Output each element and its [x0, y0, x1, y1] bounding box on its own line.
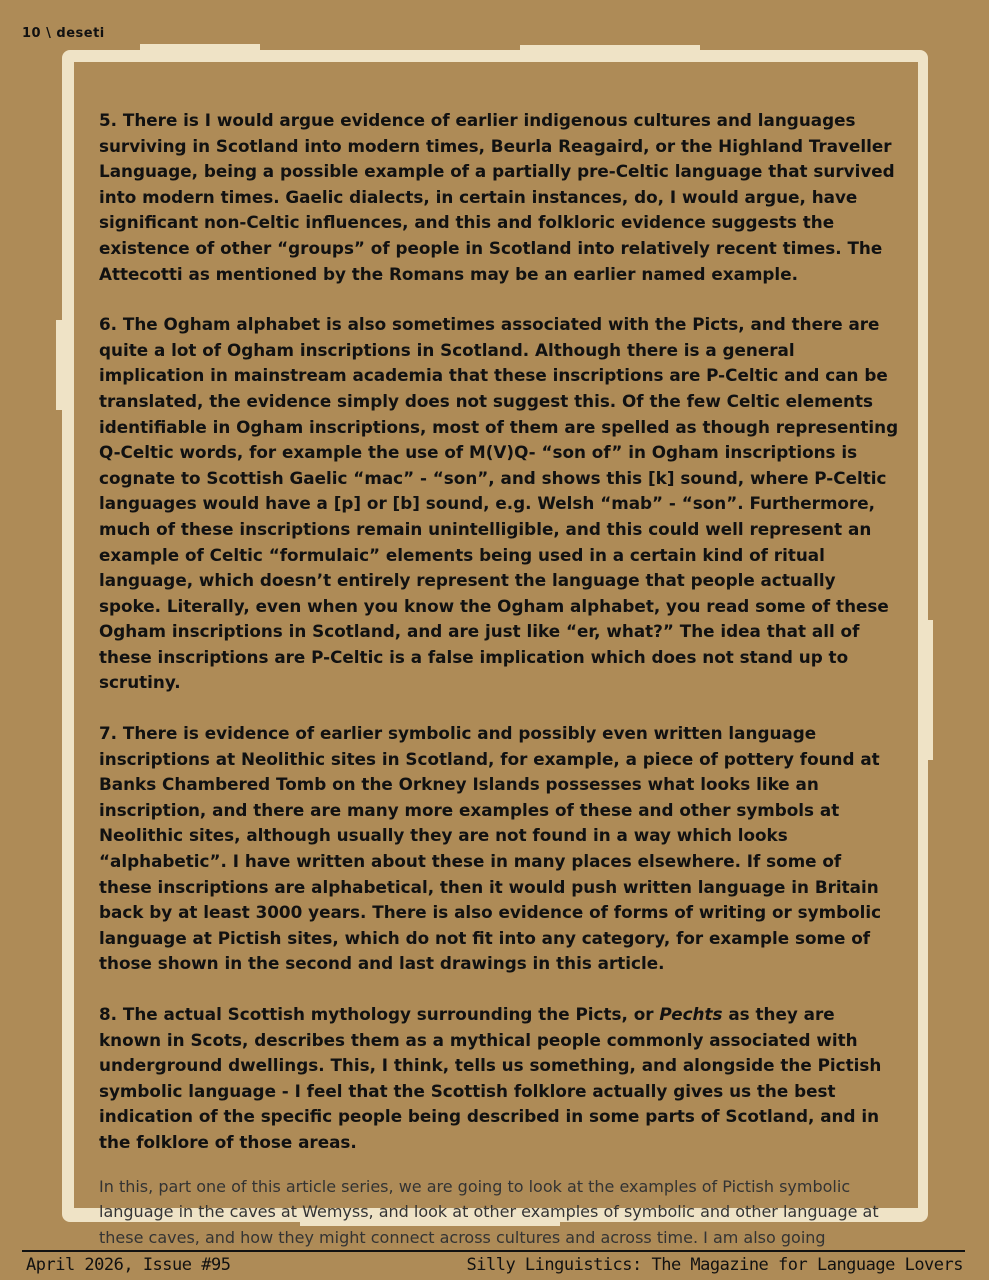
paragraph-intro: In this, part one of this article series, we are going to look at the examples of Pictish symbolic language in the caves at Wemyss, and look at other examples of symbolic and other language at these caves, and how they might connect across cultures and across time. I am also going — [99, 1176, 879, 1247]
frame-notch-right — [928, 620, 933, 760]
frame-notch-top — [520, 45, 700, 50]
page-number: 10 \ deseti — [22, 26, 105, 41]
paragraph-6: 6. The Ogham alphabet is also sometimes associated with the Picts, and there are quite a lot of Ogham inscriptions in Scotland. Although there is a general implication in mainstream academia that these inscriptions are P-Celtic and can be translated, the evidence simply does not suggest this. Of the few Celtic elements identifiable in Ogham inscriptions, most of them are spelled as though representing Q-Celtic words, for example the use of M(V)Q- “son of” in Ogham inscriptions is cognate to Scottish Gaelic “mac” - “son”, and shows this [k] sound, where P-Celtic languages would have a [p] or [b] sound, e.g. Welsh “mab” - “son”. Furthermore, much of these inscriptions remain unintelligible, and this could well represent an example of Celtic “formulaic” elements being used in a certain kind of ritual language, which doesn’t entirely represent the language that people actually spoke. Literally, even when you know the Ogham alphabet, you read some of these Ogham inscriptions in Scotland, and are just like “er, what?” The idea that all of these inscriptions are P-Celtic is a false implication which does not stand up to scrutiny. — [99, 314, 899, 693]
footer-rule — [22, 1250, 965, 1252]
paragraph-5: 5. There is I would argue evidence of earlier indigenous cultures and languages surviving in Scotland into modern times, Beurla Reagaird, or the Highland Traveller Language, being a possible example of a partially pre-Celtic language that survived into modern times. Gaelic dialects, in certain instances, do, I would argue, have significant non-Celtic influences, and this and folkloric evidence suggests the existence of other “groups” of people in Scotland into relatively recent times. The Attecotti as mentioned by the Romans may be an earlier named example. — [99, 110, 895, 284]
footer-issue: April 2026, Issue #95 — [26, 1255, 231, 1275]
paragraph-8-start: 8. The actual Scottish mythology surrounding the Picts, or — [99, 1004, 660, 1024]
frame-notch-left — [56, 320, 62, 410]
footer-magazine-title: Silly Linguistics: The Magazine for Language Lovers — [466, 1255, 963, 1275]
paragraph-8-italic-term: Pechts — [659, 1004, 723, 1024]
frame-notch-top — [140, 44, 260, 50]
paragraph-8 — [99, 1002, 899, 1156]
article-body — [99, 108, 899, 1250]
paragraph-7: 7. There is evidence of earlier symbolic and possibly even written language inscriptions at Neolithic sites in Scotland, for example, a piece of pottery found at Banks Chambered Tomb on the Orkney Islands possesses what looks like an inscription, and there are many more examples of these and other symbols at Neolithic sites, although usually they are not found in a way which looks “alphabetic”. I have written about these in many places elsewhere. If some of these inscriptions are alphabetical, then it would push written language in Britain back by at least 3000 years. There is also evidence of forms of writing or symbolic language at Pictish sites, which do not fit into any category, for example some of those shown in the second and last drawings in this article. — [99, 723, 882, 974]
paragraph-8-end: as they are known in Scots, describes them as a mythical people commonly associated with underground dwellings. This, I think, tells us something, and alongside the Pictish symbolic language - I feel that the Scottish folklore actually gives us the best indication of the specific people being described in some parts of Scotland, and in the folklore of those areas. — [99, 1004, 882, 1152]
